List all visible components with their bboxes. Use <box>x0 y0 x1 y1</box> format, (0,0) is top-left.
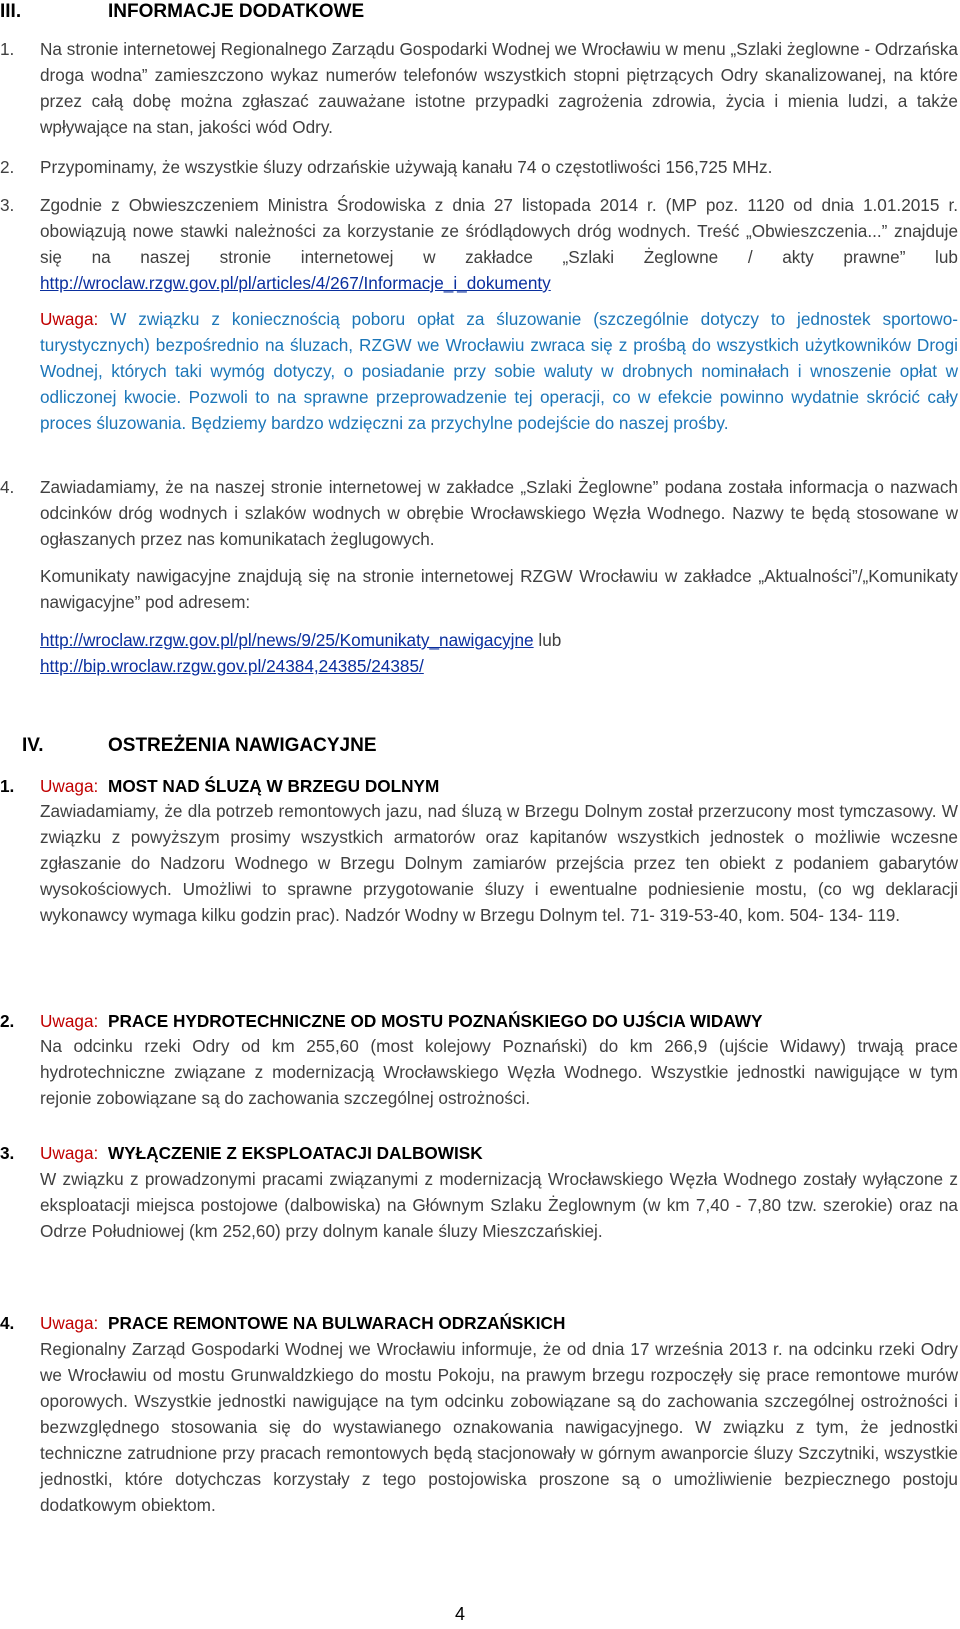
warning-label: Uwaga: <box>40 1011 99 1031</box>
link-separator: lub <box>533 630 562 650</box>
item-text: Zawiadamiamy, że na naszej stronie internetowej w zakładce „Szlaki Żeglowne” podana została informacja o nazwach odcinków dróg wodnych i szlaków wodnych w obrębie Wrocławskiego Węzła Wodnego. Nazwy te będą stosowane w ogłaszanych przez nas komunikatach żeglugowych. <box>40 477 958 549</box>
warning-number: 4. <box>0 1313 15 1333</box>
page-number: 4 <box>454 1604 465 1624</box>
documents-link[interactable]: http://wroclaw.rzgw.gov.pl/pl/articles/4/267/Informacje_i_dokumenty <box>40 273 551 293</box>
item-number: 2. <box>0 157 15 177</box>
warning-title: PRACE HYDROTECHNICZNE OD MOSTU POZNAŃSKIEGO DO UJŚCIA WIDAWY <box>108 1011 763 1031</box>
section-title: OSTREŻENIA NAWIGACYJNE <box>108 735 377 756</box>
notice-label: Uwaga: <box>40 309 99 329</box>
warning-3-text: W związku z prowadzonymi pracami związanymi z modernizacją Wrocławskiego Węzła Wodnego zostały wyłączone z eksploatacji miejsca postojowe (dalbowiska) na Głównym Szlaku Żeglownym (w km 7,40 - 7,80 tzw. szerokie) oraz na Odrze Południowej (km 252,60) przy dolnym kanale śluzy Mieszczańskiej. <box>40 1169 958 1241</box>
notice-text: W związku z koniecznością poboru opłat za śluzowanie (szczególnie dotyczy to jednostek sportowo-turystycznych) bezpośrednio na śluzach, RZGW we Wrocławiu zwraca się z prośbą do wszystkich użytkowników Drogi Wodnej, których taki wymóg dotyczy, o posiadanie przy sobie waluty w drobnych nominałach i wnoszenie opłat w odliczonej kwocie. Pozwoli to na sprawne przeprowadzenie tej operacji, co w efekcie powinno wydatnie skrócić cały proces śluzowania. Będziemy bardzo wdzięczni za przychylne podejście do naszej prośby. <box>40 309 958 433</box>
warning-label: Uwaga: <box>40 1313 99 1333</box>
warning-title: MOST NAD ŚLUZĄ W BRZEGU DOLNYM <box>108 776 440 796</box>
warning-title: PRACE REMONTOWE NA BULWARACH ODRZAŃSKICH <box>108 1313 566 1333</box>
warning-number: 2. <box>0 1011 15 1031</box>
section-number: IV. <box>22 735 44 756</box>
item-number: 1. <box>0 39 15 59</box>
bip-link[interactable]: http://bip.wroclaw.rzgw.gov.pl/24384,24385/24385/ <box>40 656 424 676</box>
item-text: Na stronie internetowej Regionalnego Zarządu Gospodarki Wodnej we Wrocławiu w menu „Szlaki żeglowne - Odrzańska droga wodna” zamieszczono wykaz numerów telefonów wszystkich stopni piętrzących Odry skanalizowanej, na które przez całą dobę można zgłaszać zauważane istotne przypadki zagrożenia zdrowia, życia i mienia ludzi, a także wpływające na stan, jakości wód Odry. <box>40 39 958 137</box>
news-link[interactable]: http://wroclaw.rzgw.gov.pl/pl/news/9/25/Komunikaty_nawigacyjne <box>40 630 534 650</box>
item-number: 3. <box>0 195 15 215</box>
item-number: 4. <box>0 477 15 497</box>
warning-number: 3. <box>0 1143 15 1163</box>
warning-4-text: Regionalny Zarząd Gospodarki Wodnej we Wrocławiu informuje, że od dnia 17 września 2013 r. na odcinku rzeki Odry we Wrocławiu od mostu Grunwaldzkiego do mostu Pokoju, na prawym brzegu rozpoczęły się prace remontowe murów oporowych. Wszystkie jednostki nawigujące na tym odcinku zobowiązane są do zachowania szczególnej ostrożności i bezwzględnego stosowania się do wystawianego oznakowania nawigacyjnego. W związku z tym, że jednostki techniczne zatrudnione przy pracach remontowych będą stacjonowały w górnym awanporcie śluzy Szczytniki, wszystkie jednostki, które dotychczas korzystały z tego postojowiska proszone są o umożliwienie bezpiecznego postoju dodatkowym obiektom. <box>40 1339 958 1515</box>
warning-label: Uwaga: <box>40 776 99 796</box>
warning-title: WYŁĄCZENIE Z EKSPLOATACJI DALBOWISK <box>108 1143 483 1163</box>
item-text: Zgodnie z Obwieszczeniem Ministra Środowiska z dnia 27 listopada 2014 r. (MP poz. 1120 od dnia 1.01.2015 r. obowiązują nowe stawki należności za korzystanie ze śródlądowych dróg wodnych. Treść „Obwieszczenia...” znajduje się na naszej stronie internetowej w zakładce „Szlaki Żeglowne / akty prawne” lub <box>40 195 958 267</box>
section-title: INFORMACJE DODATKOWE <box>108 1 365 22</box>
warning-2-text: Na odcinku rzeki Odry od km 255,60 (most kolejowy Poznański) do km 266,9 (ujście Widawy) trwają prace hydrotechniczne związane z modernizacją Wrocławskiego Węzła Wodnego. Wszystkie jednostki nawigujące w tym rejonie zobowiązane są do zachowania szczególnej ostrożności. <box>40 1036 958 1108</box>
warning-1-text: Zawiadamiamy, że dla potrzeb remontowych jazu, nad śluzą w Brzegu Dolnym został przerzucony most tymczasowy. W związku z powyższym prosimy wszystkich armatorów oraz kapitanów wszystkich jednostek o możliwie wczesne zgłaszanie do Nadzoru Wodnego w Brzegu Dolnym zamiarów przejścia przez ten obiekt z podaniem gabarytów wysokościowych. Umożliwi to sprawne przygotowanie śluzy i ewentualne podniesienie mostu, (co wg deklaracji wykonawcy wymaga kilku godzin prac). Nadzór Wodny w Brzegu Dolnym tel. 71- 319-53-40, kom. 504- 134- 119. <box>40 801 958 925</box>
info-item-4-links <box>40 627 958 679</box>
payment-notice <box>40 306 958 436</box>
warning-label: Uwaga: <box>40 1143 99 1163</box>
item-text: Przypominamy, że wszystkie śluzy odrzańskie używają kanału 74 o częstotliwości 156,725 MHz. <box>40 157 773 177</box>
item-text-with-link <box>40 192 958 296</box>
info-item-4-communications: Komunikaty nawigacyjne znajdują się na stronie internetowej RZGW Wrocławiu w zakładce „Aktualności”/„Komunikaty nawigacyjne” pod adresem: <box>40 566 958 612</box>
section-number: III. <box>0 1 22 22</box>
warning-number: 1. <box>0 776 15 796</box>
